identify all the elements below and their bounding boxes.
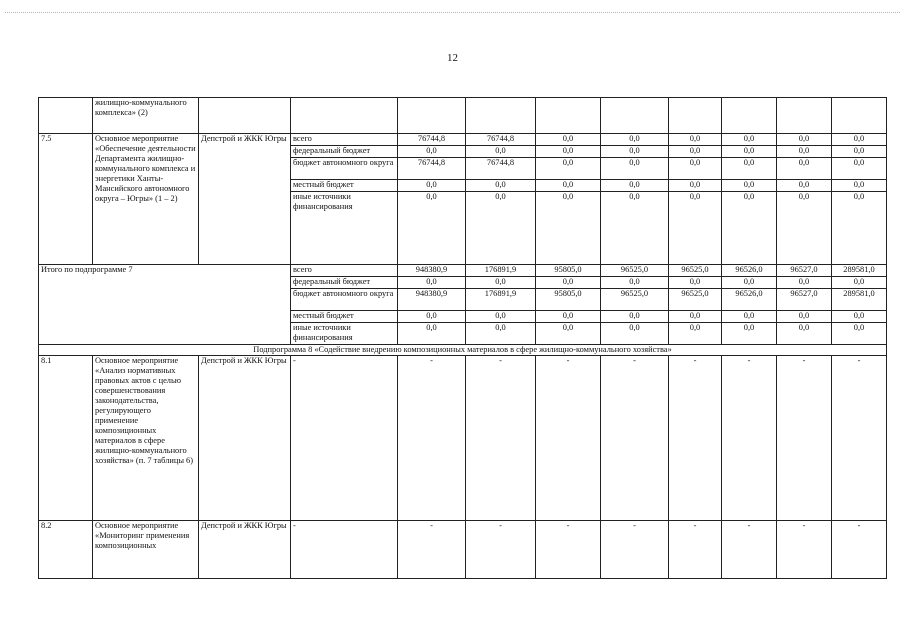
subprogram-header-row bbox=[39, 345, 887, 356]
funding-source: иные источники финансирования bbox=[291, 192, 398, 265]
value-cell: 0,0 bbox=[669, 323, 722, 345]
funding-source: - bbox=[291, 521, 398, 579]
value-cell: 96527,0 bbox=[777, 265, 832, 277]
table-row-continuation bbox=[39, 98, 887, 134]
value-cell: 96525,0 bbox=[601, 289, 669, 311]
value-cell: 0,0 bbox=[777, 146, 832, 158]
funding-source: всего bbox=[291, 134, 398, 146]
value-cell: 0,0 bbox=[722, 311, 777, 323]
value-cell: 0,0 bbox=[601, 277, 669, 289]
executor: Депстрой и ЖКК Югры bbox=[199, 134, 291, 265]
table-row bbox=[39, 356, 887, 521]
value-cell: - bbox=[777, 356, 832, 521]
value-cell: 76744,8 bbox=[466, 134, 536, 146]
executor: Депстрой и ЖКК Югры bbox=[199, 521, 291, 579]
funding-source: федеральный бюджет bbox=[291, 146, 398, 158]
value-cell: 176891,9 bbox=[466, 289, 536, 311]
value-cell: 0,0 bbox=[601, 146, 669, 158]
total-label: Итого по подпрограмме 7 bbox=[39, 265, 291, 345]
value-cell: 0,0 bbox=[536, 277, 601, 289]
value-cell: - bbox=[466, 356, 536, 521]
value-cell: 0,0 bbox=[601, 180, 669, 192]
value-cell: 0,0 bbox=[536, 134, 601, 146]
funding-source: местный бюджет bbox=[291, 311, 398, 323]
value-cell: 0,0 bbox=[466, 277, 536, 289]
value-cell: 176891,9 bbox=[466, 265, 536, 277]
value-cell: 0,0 bbox=[722, 158, 777, 180]
value-cell: 0,0 bbox=[669, 146, 722, 158]
table-row bbox=[39, 521, 887, 579]
value-cell: 0,0 bbox=[832, 146, 887, 158]
value-cell: 0,0 bbox=[777, 192, 832, 265]
subprogram-title: Подпрограмма 8 «Содействие внедрению композиционных материалов в сфере жилищно-коммунального хозяйства» bbox=[39, 345, 887, 356]
value-cell: 0,0 bbox=[832, 277, 887, 289]
value-cell: 289581,0 bbox=[832, 289, 887, 311]
value-cell: 0,0 bbox=[669, 192, 722, 265]
value-cell: 96525,0 bbox=[601, 265, 669, 277]
activity-name: Основное мероприятие «Обеспечение деятельности Департамента жилищно-коммунального комплекса и энергетики Ханты-Мансийского автономного округа – Югры» (1 – 2) bbox=[93, 134, 199, 265]
value-cell: 0,0 bbox=[466, 323, 536, 345]
value-cell: 0,0 bbox=[722, 134, 777, 146]
value-cell: 0,0 bbox=[398, 277, 466, 289]
value-cell: 0,0 bbox=[466, 311, 536, 323]
value-cell: 0,0 bbox=[777, 134, 832, 146]
value-cell: 96525,0 bbox=[669, 265, 722, 277]
activity-name: Основное мероприятие «Анализ нормативных правовых актов с целью совершенствования законодательства, регулирующего применение композиционных материалов в сфере жилищно-коммунального хозяйства» (п. 7 таблицы 6) bbox=[93, 356, 199, 521]
value-cell: 0,0 bbox=[466, 192, 536, 265]
value-cell: - bbox=[398, 356, 466, 521]
value-cell: - bbox=[601, 356, 669, 521]
value-cell: 0,0 bbox=[398, 311, 466, 323]
budget-table bbox=[38, 97, 887, 579]
page-number: 12 bbox=[447, 52, 458, 64]
table-row-total bbox=[39, 265, 887, 277]
value-cell: - bbox=[722, 356, 777, 521]
table-row bbox=[39, 134, 887, 146]
value-cell: 0,0 bbox=[601, 134, 669, 146]
value-cell: 0,0 bbox=[832, 158, 887, 180]
value-cell: 0,0 bbox=[777, 158, 832, 180]
value-cell: 0,0 bbox=[832, 323, 887, 345]
funding-source: иные источники финансирования bbox=[291, 323, 398, 345]
value-cell: 0,0 bbox=[466, 180, 536, 192]
value-cell: - bbox=[466, 521, 536, 579]
value-cell: 0,0 bbox=[398, 146, 466, 158]
funding-source: федеральный бюджет bbox=[291, 277, 398, 289]
value-cell: 96526,0 bbox=[722, 265, 777, 277]
value-cell: 0,0 bbox=[536, 192, 601, 265]
value-cell: 76744,8 bbox=[466, 158, 536, 180]
value-cell: 0,0 bbox=[669, 311, 722, 323]
activity-name: жилищно-коммунального комплекса» (2) bbox=[93, 98, 199, 134]
value-cell: 0,0 bbox=[601, 192, 669, 265]
value-cell: 0,0 bbox=[601, 158, 669, 180]
value-cell: 0,0 bbox=[777, 311, 832, 323]
value-cell: - bbox=[777, 521, 832, 579]
value-cell: 0,0 bbox=[722, 323, 777, 345]
value-cell: 95805,0 bbox=[536, 289, 601, 311]
funding-source: местный бюджет bbox=[291, 180, 398, 192]
value-cell: 95805,0 bbox=[536, 265, 601, 277]
activity-name: Основное мероприятие «Мониторинг применения композиционных bbox=[93, 521, 199, 579]
row-number: 8.2 bbox=[39, 521, 93, 579]
scan-artifact-line bbox=[5, 12, 900, 13]
funding-source: - bbox=[291, 356, 398, 521]
value-cell: 0,0 bbox=[669, 277, 722, 289]
value-cell: 0,0 bbox=[601, 311, 669, 323]
row-number: 8.1 bbox=[39, 356, 93, 521]
value-cell: - bbox=[536, 356, 601, 521]
value-cell: - bbox=[832, 521, 887, 579]
value-cell: 0,0 bbox=[722, 146, 777, 158]
funding-source: бюджет автономного округа bbox=[291, 289, 398, 311]
value-cell: 76744,8 bbox=[398, 134, 466, 146]
value-cell: 0,0 bbox=[398, 323, 466, 345]
value-cell: 0,0 bbox=[669, 180, 722, 192]
value-cell: 0,0 bbox=[832, 311, 887, 323]
value-cell: - bbox=[601, 521, 669, 579]
value-cell: 0,0 bbox=[832, 134, 887, 146]
value-cell: 0,0 bbox=[536, 311, 601, 323]
value-cell: 0,0 bbox=[669, 158, 722, 180]
value-cell: 0,0 bbox=[777, 180, 832, 192]
funding-source: бюджет автономного округа bbox=[291, 158, 398, 180]
value-cell: 0,0 bbox=[722, 180, 777, 192]
value-cell: 0,0 bbox=[601, 323, 669, 345]
value-cell: 0,0 bbox=[536, 158, 601, 180]
value-cell: 948380,9 bbox=[398, 289, 466, 311]
value-cell: - bbox=[536, 521, 601, 579]
value-cell: 0,0 bbox=[832, 180, 887, 192]
value-cell: 0,0 bbox=[466, 146, 536, 158]
value-cell: 0,0 bbox=[669, 134, 722, 146]
value-cell: 0,0 bbox=[722, 192, 777, 265]
value-cell: 0,0 bbox=[536, 146, 601, 158]
value-cell: 76744,8 bbox=[398, 158, 466, 180]
value-cell: 96527,0 bbox=[777, 289, 832, 311]
value-cell: 0,0 bbox=[398, 180, 466, 192]
value-cell: 289581,0 bbox=[832, 265, 887, 277]
value-cell: - bbox=[669, 521, 722, 579]
value-cell: 0,0 bbox=[777, 323, 832, 345]
value-cell: - bbox=[669, 356, 722, 521]
row-number: 7.5 bbox=[39, 134, 93, 265]
value-cell: 96525,0 bbox=[669, 289, 722, 311]
funding-source: всего bbox=[291, 265, 398, 277]
value-cell: - bbox=[832, 356, 887, 521]
executor: Депстрой и ЖКК Югры bbox=[199, 356, 291, 521]
value-cell: 0,0 bbox=[536, 180, 601, 192]
value-cell: 96526,0 bbox=[722, 289, 777, 311]
value-cell: 0,0 bbox=[536, 323, 601, 345]
value-cell: 0,0 bbox=[722, 277, 777, 289]
value-cell: 948380,9 bbox=[398, 265, 466, 277]
value-cell: 0,0 bbox=[777, 277, 832, 289]
value-cell: - bbox=[398, 521, 466, 579]
value-cell: - bbox=[722, 521, 777, 579]
value-cell: 0,0 bbox=[832, 192, 887, 265]
value-cell: 0,0 bbox=[398, 192, 466, 265]
